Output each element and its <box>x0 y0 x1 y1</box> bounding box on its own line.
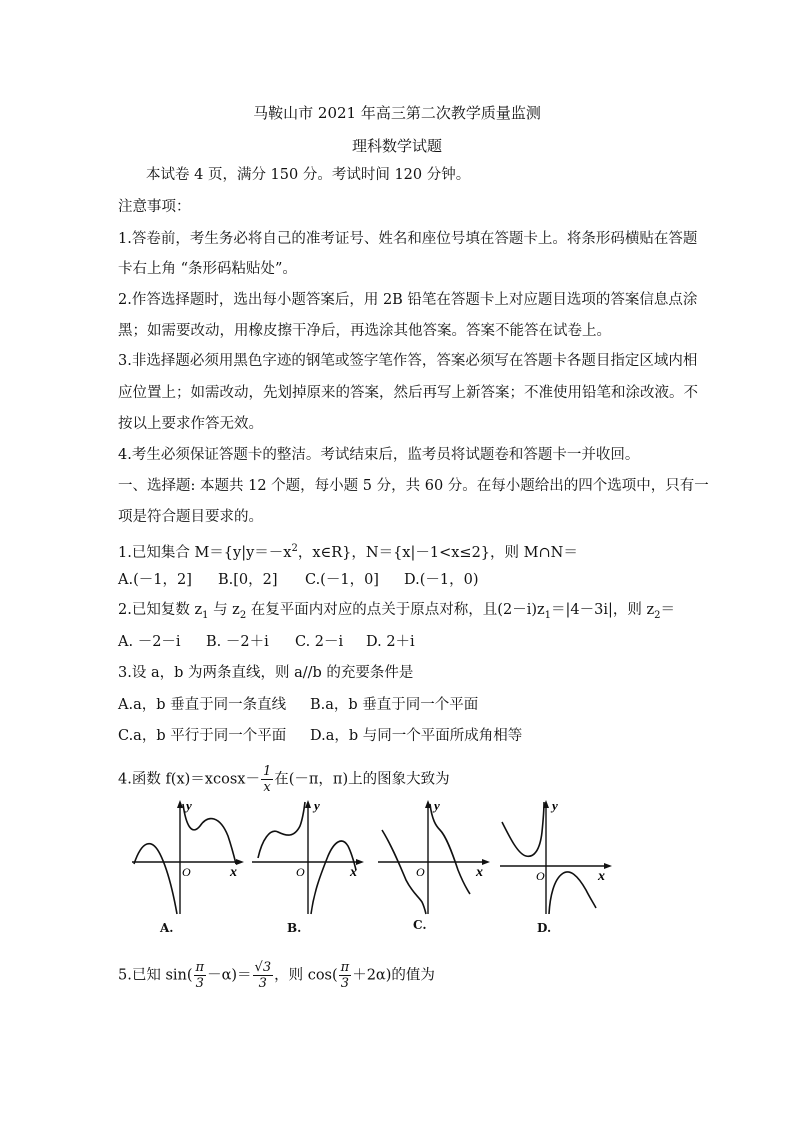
graph-c-x-arrow <box>482 859 490 865</box>
graph-a-x-label: x <box>230 865 237 880</box>
q5-stem-a: 5.已知 sin( <box>118 967 193 984</box>
notes-heading: 注意事项： <box>118 199 191 215</box>
q5-f3-num: π <box>340 960 350 975</box>
q5-f2-num: √3 <box>254 960 272 975</box>
note-3-line-a: 3.非选择题必须用黑色字迹的钢笔或签字笔作答，答案必须写在答题卡各题目指定区域内相 <box>118 353 698 369</box>
graph-c-y-label: y <box>434 798 440 813</box>
note-4: 4.考生必须保证答题卡的整洁。考试结束后，监考员将试题卷和答题卡一并收回。 <box>118 447 640 463</box>
section-1-line-a: 一、选择题: 本题共 12 个题，每小题 5 分，共 60 分。在每小题给出的四个选项中，只有一 <box>118 478 709 494</box>
graph-b-x-arrow <box>356 859 364 865</box>
q4-stem-a: 4.函数 f(x)＝xcosx－ <box>118 771 260 788</box>
q2-sub4: 2 <box>654 609 661 621</box>
graph-a-right-branch <box>183 804 236 864</box>
q5-fraction-3 <box>339 960 352 991</box>
note-2-line-b: 黑；如需要改动，用橡皮擦干净后，再选涂其他答案。答案不能答在试卷上。 <box>118 323 611 339</box>
q1-stem-sup: 2 <box>291 543 298 554</box>
page-subtitle: 理科数学试题 <box>351 137 442 155</box>
page-title: 马鞍山市 2021 年高三第二次教学质量监测 <box>253 104 541 122</box>
q2-option-c: C. 2－i <box>295 634 344 650</box>
graph-c-x-label: x <box>476 865 483 880</box>
q2-s4: ＝|4－3i|，则 z <box>551 602 655 618</box>
q4-stem-b: 在(－π，π)上的图象大致为 <box>274 771 450 788</box>
section-1-line-b: 项是符合题目要求的。 <box>118 509 263 525</box>
graph-b <box>248 796 368 918</box>
graph-a-label: A. <box>160 921 174 935</box>
q1-stem <box>118 540 578 562</box>
graph-a-origin: O <box>182 865 191 879</box>
q4-frac-num: 1 <box>262 764 272 779</box>
q5-stem-c: ，则 cos( <box>274 967 338 984</box>
graph-b-left-branch <box>258 802 305 858</box>
q5-fraction-2 <box>253 960 274 991</box>
q1-option-c: C.(－1，0] <box>305 572 379 588</box>
q5-f3-den: 3 <box>340 976 350 991</box>
graph-b-y-label: y <box>314 798 320 813</box>
graph-c-label: C. <box>413 918 427 932</box>
note-1-line-a: 1.答卷前，考生务必将自己的准考证号、姓名和座位号填在答题卡上。将条形码横贴在答题 <box>118 231 698 247</box>
q1-stem-a: 1.已知集合 M＝{y|y＝－x <box>118 544 292 561</box>
q2-sub3: 1 <box>544 609 552 621</box>
q1-option-a: A.(－1，2] <box>118 572 192 588</box>
q2-sub1: 1 <box>202 609 209 621</box>
q5-fraction-1 <box>194 960 207 991</box>
q4-frac-den: x <box>263 780 271 795</box>
graph-d-origin: O <box>536 869 545 883</box>
graph-b-origin: O <box>296 865 305 879</box>
q2-option-d: D. 2＋i <box>366 634 415 650</box>
q3-option-a: A.a，b 垂直于同一条直线 <box>118 697 287 713</box>
note-2-line-a: 2.作答选择题时，选出每小题答案后，用 2B 铅笔在答题卡上对应题目选项的答案信息点涂 <box>118 292 698 308</box>
note-1-line-b: 卡右上角 “条形码粘贴处”。 <box>118 261 297 277</box>
q1-option-b: B.[0，2] <box>218 572 278 588</box>
q2-stem <box>118 601 675 625</box>
graph-d-label: D. <box>537 921 552 935</box>
graph-a-left-branch <box>134 844 177 914</box>
q2-option-b: B. －2＋i <box>206 634 269 650</box>
graph-d <box>496 796 616 918</box>
graph-c-right-branch <box>430 804 470 894</box>
graph-a <box>128 796 248 918</box>
q2-sub2: 2 <box>239 609 247 621</box>
q3-stem: 3.设 a，b 为两条直线，则 a//b 的充要条件是 <box>118 665 414 681</box>
graph-d-left-branch <box>502 802 544 856</box>
intro-text: 本试卷 4 页，满分 150 分。考试时间 120 分钟。 <box>146 167 471 183</box>
graph-d-x-label: x <box>598 869 605 884</box>
q4-stem <box>118 764 450 795</box>
graph-a-y-arrow <box>177 800 183 808</box>
q5-stem-d: ＋2α)的值为 <box>352 967 435 984</box>
graph-d-x-arrow <box>604 863 612 869</box>
q5-f2-den: 3 <box>258 976 267 991</box>
q3-option-c: C.a，b 平行于同一个平面 <box>118 728 287 744</box>
graph-b-x-label: x <box>350 865 357 880</box>
q5-stem <box>118 960 435 991</box>
graph-c-origin: O <box>416 865 425 879</box>
graph-a-y-label: y <box>186 798 192 813</box>
q4-fraction <box>261 764 273 795</box>
q2-option-a: A. －2－i <box>118 634 181 650</box>
q1-option-d: D.(－1，0) <box>404 572 479 588</box>
q1-stem-b: ，x∈R}，N＝{x|－1<x≤2}，则 M∩N＝ <box>297 544 578 561</box>
q5-f1-den: 3 <box>195 976 204 991</box>
q2-s3: 在复平面内对应的点关于原点对称，且(2－i)z <box>246 602 545 618</box>
graph-b-label: B. <box>287 921 302 935</box>
graph-d-right-branch <box>549 872 596 914</box>
q3-option-d: D.a，b 与同一个平面所成角相等 <box>310 728 523 744</box>
graph-c <box>374 796 494 918</box>
q5-f1-num: π <box>195 960 205 975</box>
note-3-line-c: 按以上要求作答无效。 <box>118 416 263 432</box>
graph-b-y-arrow <box>305 800 311 808</box>
note-3-line-b: 应位置上；如需改动，先划掉原来的答案，然后再写上新答案；不准使用铅笔和涂改液。不 <box>118 385 698 401</box>
q5-stem-b: －α)＝ <box>207 967 252 984</box>
graph-d-y-label: y <box>552 798 558 813</box>
q2-s5: ＝ <box>660 602 675 618</box>
q3-option-b: B.a，b 垂直于同一个平面 <box>310 697 479 713</box>
q2-s1: 2.已知复数 z <box>118 602 203 618</box>
q2-s2: 与 z <box>208 602 240 618</box>
graph-a-x-arrow <box>236 859 244 865</box>
